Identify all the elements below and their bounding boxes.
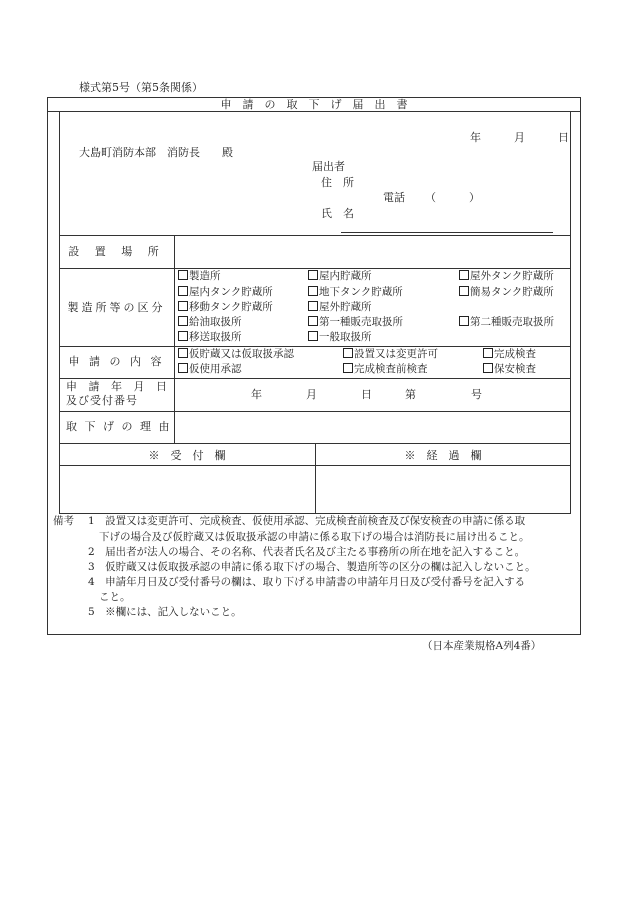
receipt-box: [60, 467, 313, 512]
note-item: こと。: [99, 591, 131, 603]
addressee: 大島町消防本部 消防長 殿: [79, 146, 233, 159]
note-item: 1 設置又は変更許可、完成検査、仮使用承認、完成検査前検査及び保安検査の申請に係る取: [88, 515, 526, 527]
address-label: 住 所: [321, 176, 354, 189]
checkbox[interactable]: [343, 363, 353, 373]
content-option[interactable]: 設置又は変更許可: [343, 348, 438, 361]
category-option[interactable]: 地下タンク貯蔵所: [308, 286, 403, 299]
checkbox[interactable]: [343, 348, 353, 358]
progress-box: [317, 467, 569, 512]
checkbox[interactable]: [459, 270, 469, 280]
reason-value[interactable]: [176, 413, 569, 441]
notes-label: 備考: [53, 515, 74, 527]
checkbox[interactable]: [178, 301, 188, 311]
category-option[interactable]: 第一種販売取扱所: [308, 316, 403, 329]
category-option[interactable]: 給油取扱所: [178, 316, 242, 329]
content-option[interactable]: 完成検査: [483, 348, 536, 361]
phone-label: 電話: [383, 191, 405, 204]
checkbox[interactable]: [178, 286, 188, 296]
location-value[interactable]: [176, 238, 569, 266]
checkbox[interactable]: [178, 316, 188, 326]
content-option[interactable]: 仮貯蔵又は仮取扱承認: [178, 348, 294, 361]
receipt-header: ※ 受 付 欄: [148, 449, 226, 462]
paper-size: （日本産業規格A列4番）: [422, 640, 542, 652]
date-label-1: 申 請 年 月 日: [66, 380, 171, 393]
checkbox[interactable]: [178, 363, 188, 373]
reason-label: 取 下 げ の 理 由: [66, 420, 172, 433]
category-option[interactable]: 簡易タンク貯蔵所: [459, 286, 554, 299]
progress-header: ※ 経 過 欄: [404, 449, 482, 462]
category-label: 製造所等の区分: [67, 301, 166, 314]
category-option[interactable]: 屋外タンク貯蔵所: [459, 270, 554, 283]
checkbox[interactable]: [308, 270, 318, 280]
note-item: 5 ※欄には、記入しないこと。: [88, 606, 242, 618]
form-title: 申 請 の 取 下 げ 届 出 書: [220, 98, 408, 111]
checkbox[interactable]: [178, 270, 188, 280]
content-option[interactable]: 完成検査前検査: [343, 363, 428, 376]
phone-parens: （ ）: [425, 191, 480, 204]
content-label: 申 請 の 内 容: [68, 355, 165, 368]
note-item: 2 届出者が法人の場合、その名称、代表者氏名及び主たる事務所の所在地を記入すること。: [88, 546, 526, 558]
category-option[interactable]: 屋内貯蔵所: [308, 270, 372, 283]
name-label: 氏 名: [321, 207, 354, 220]
category-option[interactable]: 移送取扱所: [178, 331, 242, 344]
category-option[interactable]: 屋内タンク貯蔵所: [178, 286, 273, 299]
date-line: 年 月 日: [470, 131, 569, 144]
checkbox[interactable]: [459, 286, 469, 296]
category-option[interactable]: 一般取扱所: [308, 331, 372, 344]
checkbox[interactable]: [178, 348, 188, 358]
content-option[interactable]: 保安検査: [483, 363, 536, 376]
location-label: 設 置 場 所: [68, 245, 165, 258]
category-option[interactable]: 製造所: [178, 270, 221, 283]
note-item: 3 仮貯蔵又は仮取扱承認の申請に係る取下げの場合、製造所等の区分の欄は記入しないこと。: [88, 561, 536, 573]
content-option[interactable]: 仮使用承認: [178, 363, 242, 376]
category-option[interactable]: 移動タンク貯蔵所: [178, 301, 273, 314]
checkbox[interactable]: [308, 286, 318, 296]
category-option[interactable]: 第二種販売取扱所: [459, 316, 554, 329]
date-label-2: 及び受付番号: [66, 394, 138, 407]
checkbox[interactable]: [483, 348, 493, 358]
applicant-label: 届出者: [312, 160, 345, 173]
note-item: 4 申請年月日及び受付番号の欄は、取り下げる申請書の申請年月日及び受付番号を記入する: [88, 576, 526, 588]
checkbox[interactable]: [308, 301, 318, 311]
checkbox[interactable]: [483, 363, 493, 373]
date-value: 年 月 日 第 号: [251, 388, 482, 401]
note-item: 下げの場合及び仮貯蔵又は仮取扱承認の申請に係る取下げの場合は消防長に届け出ること。: [99, 531, 530, 543]
form-number: 様式第5号（第5条関係）: [79, 81, 203, 94]
checkbox[interactable]: [308, 316, 318, 326]
checkbox[interactable]: [459, 316, 469, 326]
checkbox[interactable]: [178, 331, 188, 341]
category-option[interactable]: 屋外貯蔵所: [308, 301, 372, 314]
name-underline: [341, 232, 553, 233]
checkbox[interactable]: [308, 331, 318, 341]
